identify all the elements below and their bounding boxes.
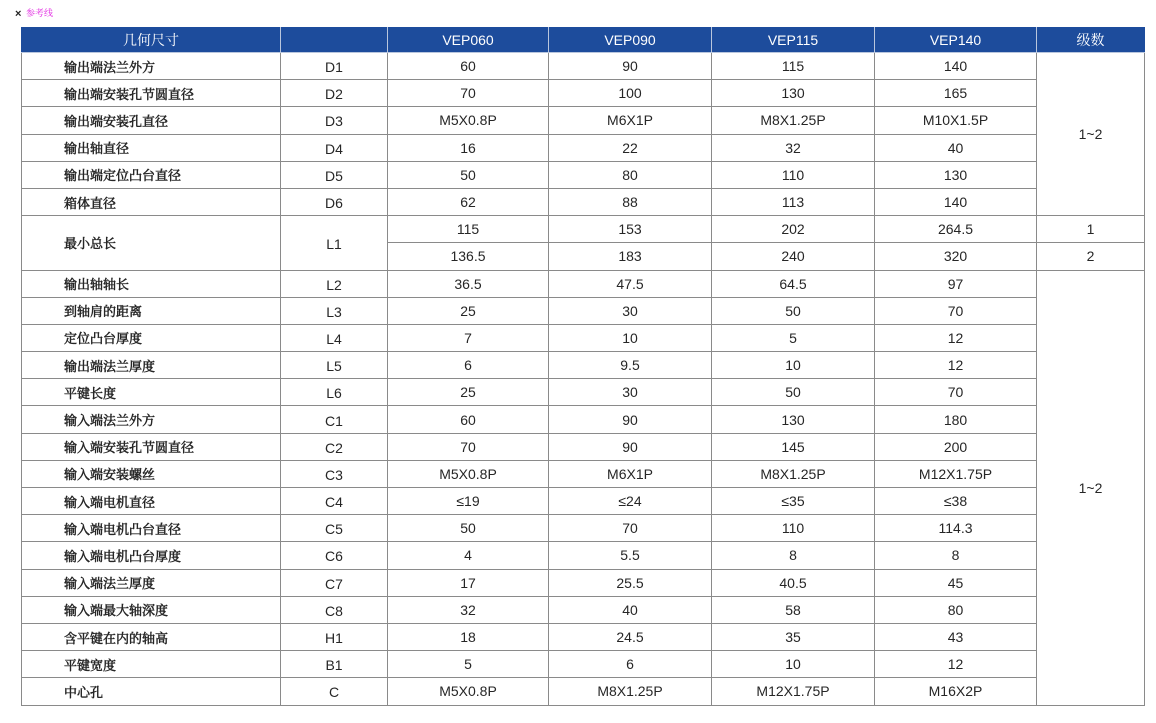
dimension-name-cell: 输入端安装孔节圆直径 [22,433,281,460]
model-value-cell: 100 [549,80,712,107]
model-value-cell: 50 [388,161,549,188]
dimension-code-cell: H1 [281,623,388,650]
model-value-cell: 70 [875,379,1037,406]
model-value-cell: 110 [712,161,875,188]
dimension-spec-table [21,27,1145,706]
model-value-cell: 153 [549,216,712,243]
model-value-cell: 8 [875,542,1037,569]
dimension-name-cell: 输入端电机凸台厚度 [22,542,281,569]
table-row [22,433,1145,460]
model-value-cell: ≤24 [549,488,712,515]
model-value-cell: M12X1.75P [712,678,875,705]
dimension-code-cell: C7 [281,569,388,596]
model-value-cell: 80 [549,161,712,188]
model-value-cell: M6X1P [549,107,712,134]
model-value-cell: 136.5 [388,243,549,270]
dimension-name-cell: 输出端安装孔直径 [22,107,281,134]
model-value-cell: 30 [549,379,712,406]
model-value-cell: 113 [712,188,875,215]
model-value-cell: 240 [712,243,875,270]
stage-cell: 1~2 [1037,270,1145,705]
dimension-code-cell: D5 [281,161,388,188]
model-value-cell: M5X0.8P [388,460,549,487]
model-value-cell: 70 [388,433,549,460]
model-value-cell: 25 [388,379,549,406]
model-value-cell: 64.5 [712,270,875,297]
table-row [22,515,1145,542]
model-value-cell: 12 [875,651,1037,678]
dimension-name-cell: 到轴肩的距离 [22,297,281,324]
model-value-cell: 70 [875,297,1037,324]
model-value-cell: 58 [712,596,875,623]
stage-cell: 2 [1037,243,1145,270]
model-value-cell: 9.5 [549,352,712,379]
guide-label: 参考线 [26,8,54,18]
header-dimension: 几何尺寸 [22,28,281,53]
dimension-code-cell: D4 [281,134,388,161]
model-value-cell: 70 [549,515,712,542]
model-value-cell: 25.5 [549,569,712,596]
header-model-vep140: VEP140 [875,28,1037,53]
dimension-code-cell: C8 [281,596,388,623]
model-value-cell: 10 [712,352,875,379]
table-row [22,488,1145,515]
model-value-cell: 5.5 [549,542,712,569]
model-value-cell: 70 [388,80,549,107]
header-stages: 级数 [1037,28,1145,53]
model-value-cell: 32 [388,596,549,623]
model-value-cell: 130 [712,406,875,433]
dimension-code-cell: L1 [281,216,388,270]
model-value-cell: 140 [875,53,1037,80]
model-value-cell: 165 [875,80,1037,107]
model-value-cell: 17 [388,569,549,596]
table-row [22,53,1145,80]
model-value-cell: ≤38 [875,488,1037,515]
model-value-cell: 202 [712,216,875,243]
model-value-cell: M8X1.25P [549,678,712,705]
dimension-code-cell: C4 [281,488,388,515]
model-value-cell: M12X1.75P [875,460,1037,487]
model-value-cell: M8X1.25P [712,460,875,487]
model-value-cell: M5X0.8P [388,107,549,134]
model-value-cell: 45 [875,569,1037,596]
stage-cell: 1~2 [1037,53,1145,216]
header-code-column [281,28,388,53]
dimension-name-cell: 输出轴轴长 [22,270,281,297]
model-value-cell: 130 [712,80,875,107]
dimension-name-cell: 输出轴直径 [22,134,281,161]
dimension-name-cell: 平键长度 [22,379,281,406]
model-value-cell: 90 [549,433,712,460]
dimension-code-cell: D2 [281,80,388,107]
model-value-cell: 6 [549,651,712,678]
dimension-name-cell: 含平键在内的轴高 [22,623,281,650]
dimension-code-cell: C6 [281,542,388,569]
model-value-cell: 90 [549,406,712,433]
dimension-code-cell: C2 [281,433,388,460]
model-value-cell: 320 [875,243,1037,270]
dimension-name-cell: 输入端法兰厚度 [22,569,281,596]
table-row [22,379,1145,406]
model-value-cell: 145 [712,433,875,460]
table-row [22,324,1145,351]
model-value-cell: 62 [388,188,549,215]
model-value-cell: 6 [388,352,549,379]
dimension-name-cell: 输出端法兰厚度 [22,352,281,379]
model-value-cell: 200 [875,433,1037,460]
table-row [22,161,1145,188]
dimension-name-cell: 输入端电机凸台直径 [22,515,281,542]
dimension-name-cell: 输出端定位凸台直径 [22,161,281,188]
header-model-vep090: VEP090 [549,28,712,53]
dimension-code-cell: L4 [281,324,388,351]
dimension-name-cell: 输入端电机直径 [22,488,281,515]
table-row [22,460,1145,487]
guide-close-icon[interactable]: × [15,8,22,20]
dimension-name-cell: 输出端法兰外方 [22,53,281,80]
table-row [22,80,1145,107]
model-value-cell: 4 [388,542,549,569]
model-value-cell: M6X1P [549,460,712,487]
table-row [22,216,1145,243]
dimension-code-cell: C3 [281,460,388,487]
stage-cell: 1 [1037,216,1145,243]
model-value-cell: 115 [712,53,875,80]
dimension-name-cell: 输出端安装孔节圆直径 [22,80,281,107]
model-value-cell: 32 [712,134,875,161]
dimension-code-cell: D1 [281,53,388,80]
dimension-name-cell: 输入端法兰外方 [22,406,281,433]
model-value-cell: 180 [875,406,1037,433]
model-value-cell: 10 [549,324,712,351]
model-value-cell: 110 [712,515,875,542]
model-value-cell: 80 [875,596,1037,623]
model-value-cell: 43 [875,623,1037,650]
dimension-name-cell: 输入端安装螺丝 [22,460,281,487]
model-value-cell: 25 [388,297,549,324]
table-row [22,270,1145,297]
dimension-code-cell: C [281,678,388,705]
model-value-cell: 130 [875,161,1037,188]
model-value-cell: 183 [549,243,712,270]
model-value-cell: 50 [388,515,549,542]
model-value-cell: 114.3 [875,515,1037,542]
model-value-cell: 5 [712,324,875,351]
table-row [22,542,1145,569]
table-body [22,53,1145,706]
model-value-cell: 90 [549,53,712,80]
table-row [22,569,1145,596]
model-value-cell: M5X0.8P [388,678,549,705]
model-value-cell: 12 [875,352,1037,379]
model-value-cell: 40.5 [712,569,875,596]
table-row [22,297,1145,324]
dimension-code-cell: L6 [281,379,388,406]
dimension-code-cell: B1 [281,651,388,678]
model-value-cell: ≤35 [712,488,875,515]
dimension-name-cell: 输入端最大轴深度 [22,596,281,623]
model-value-cell: 97 [875,270,1037,297]
model-value-cell: 115 [388,216,549,243]
model-value-cell: 10 [712,651,875,678]
header-model-vep060: VEP060 [388,28,549,53]
dimension-code-cell: C1 [281,406,388,433]
model-value-cell: 40 [549,596,712,623]
table-row [22,678,1145,705]
model-value-cell: 30 [549,297,712,324]
dimension-code-cell: L2 [281,270,388,297]
table-row [22,406,1145,433]
model-value-cell: 140 [875,188,1037,215]
table-row [22,134,1145,161]
dimension-name-cell: 箱体直径 [22,188,281,215]
table-header-row [22,28,1145,53]
model-value-cell: 24.5 [549,623,712,650]
model-value-cell: 18 [388,623,549,650]
table-header [22,28,1145,53]
model-value-cell: M10X1.5P [875,107,1037,134]
dimension-name-cell: 中心孔 [22,678,281,705]
dimension-code-cell: D6 [281,188,388,215]
model-value-cell: 264.5 [875,216,1037,243]
model-value-cell: 36.5 [388,270,549,297]
model-value-cell: M16X2P [875,678,1037,705]
model-value-cell: 8 [712,542,875,569]
model-value-cell: 40 [875,134,1037,161]
model-value-cell: 60 [388,53,549,80]
model-value-cell: 50 [712,379,875,406]
model-value-cell: 7 [388,324,549,351]
table-row [22,352,1145,379]
dimension-name-cell: 最小总长 [22,216,281,270]
dimension-code-cell: L5 [281,352,388,379]
dimension-code-cell: C5 [281,515,388,542]
model-value-cell: 35 [712,623,875,650]
model-value-cell: 16 [388,134,549,161]
table-row [22,107,1145,134]
model-value-cell: 12 [875,324,1037,351]
dimension-name-cell: 定位凸台厚度 [22,324,281,351]
model-value-cell: ≤19 [388,488,549,515]
model-value-cell: 88 [549,188,712,215]
model-value-cell: 60 [388,406,549,433]
model-value-cell: 22 [549,134,712,161]
table-row [22,188,1145,215]
table-row [22,651,1145,678]
dimension-code-cell: L3 [281,297,388,324]
dimension-name-cell: 平键宽度 [22,651,281,678]
header-model-vep115: VEP115 [712,28,875,53]
model-value-cell: 47.5 [549,270,712,297]
dimension-code-cell: D3 [281,107,388,134]
model-value-cell: M8X1.25P [712,107,875,134]
model-value-cell: 5 [388,651,549,678]
model-value-cell: 50 [712,297,875,324]
table-row [22,596,1145,623]
table-row [22,623,1145,650]
